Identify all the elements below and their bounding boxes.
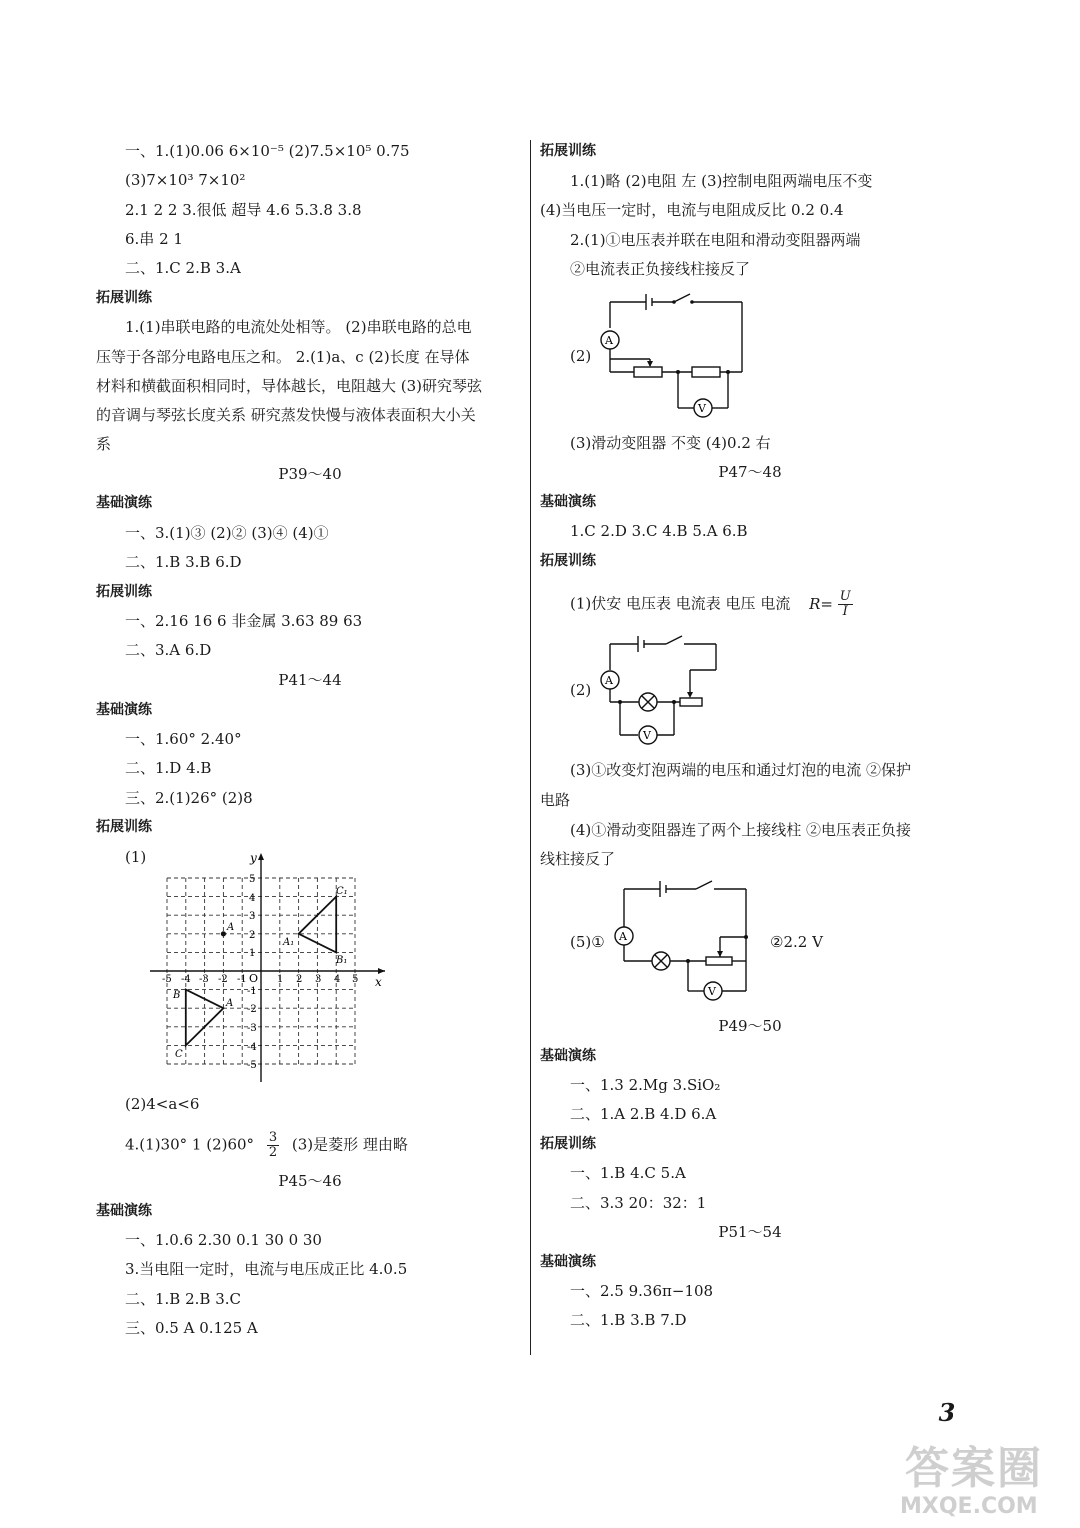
section-heading: 拓展训练	[540, 143, 596, 159]
y-tick: 1	[249, 948, 256, 959]
fraction-numerator: U	[839, 589, 851, 604]
answer-line: 6.串 2 1	[125, 230, 183, 248]
x-tick: 2	[296, 974, 303, 985]
y-tick: -1	[247, 986, 257, 997]
page-number: 3	[938, 1398, 956, 1427]
point-label: A	[226, 998, 234, 1009]
answer-line: (2)	[570, 681, 592, 699]
coordinate-graph	[145, 850, 395, 1085]
answer-text: (3)是菱形 理由略	[291, 1135, 408, 1154]
fraction-denominator: 2	[268, 1145, 278, 1160]
page-range: P47～48	[718, 463, 782, 481]
answer-line: 二、1.C 2.B 3.A	[125, 259, 241, 277]
ammeter-label: A	[605, 674, 613, 687]
sliding-rheostat	[706, 957, 732, 965]
sliding-rheostat	[634, 367, 662, 377]
fraction	[838, 590, 853, 619]
answer-line: 系	[96, 435, 112, 453]
answer-line: 二、3.A 6.D	[125, 641, 212, 659]
answer-line: (4)当电压一定时，电流与电阻成反比 0.2 0.4	[540, 201, 844, 219]
x-tick: -5	[162, 974, 172, 985]
answer-line: 二、3.3 20：32：1	[570, 1194, 707, 1212]
answer-line: 电路	[540, 791, 571, 809]
section-heading: 基础演练	[540, 1048, 596, 1064]
y-tick: -2	[247, 1004, 257, 1015]
answer-line: 一、1.3 2.Mg 3.SiO₂	[570, 1076, 721, 1094]
y-tick: -4	[247, 1042, 257, 1053]
answer-line: 一、1.60° 2.40°	[125, 730, 242, 748]
y-tick: 4	[249, 893, 256, 904]
point-label: C₁	[336, 886, 348, 897]
section-heading: 基础演练	[96, 495, 152, 511]
formula-label: R=	[809, 594, 833, 613]
point-label: B	[173, 990, 181, 1001]
y-tick: 2	[249, 930, 256, 941]
answer-line: ②电流表正负接线柱接反了	[570, 260, 751, 278]
answer-line: 一、2.16 16 6 非金属 3.63 89 63	[125, 612, 363, 630]
answer-line: (2)	[570, 347, 592, 365]
answer-line: 二、1.D 4.B	[125, 759, 212, 777]
answer-line: (3)滑动变阻器 不变 (4)0.2 右	[570, 434, 771, 452]
column-divider	[530, 140, 531, 1355]
y-tick: -5	[247, 1060, 257, 1071]
point-label: B₁	[336, 955, 348, 966]
point-a	[221, 931, 226, 936]
x-axis-label: x	[375, 975, 382, 989]
answer-line: (3)7×10³ 7×10²	[125, 171, 246, 189]
answer-line: 一、3.(1)③ (2)② (3)④ (4)①	[125, 524, 329, 542]
watermark-url: MXQE.COM	[900, 1494, 1038, 1519]
x-tick: -2	[218, 974, 228, 985]
x-tick: -3	[199, 974, 209, 985]
section-heading: 基础演练	[540, 494, 596, 510]
page-range: P39～40	[278, 465, 342, 483]
circuit-diagram	[598, 288, 748, 418]
answer-line: (4)①滑动变阻器连了两个上接线柱 ②电压表正负接	[570, 821, 912, 839]
circuit-diagram	[598, 630, 728, 755]
y-tick: 5	[249, 874, 256, 885]
voltmeter-label: V	[708, 985, 716, 998]
x-tick: -4	[181, 974, 191, 985]
answer-line: 一、1.0.6 2.30 0.1 30 0 30	[125, 1231, 322, 1249]
answer-text: 4.(1)30° 1 (2)60°	[125, 1135, 255, 1154]
answer-line: 二、1.B 3.B 6.D	[125, 553, 242, 571]
section-heading: 拓展训练	[540, 553, 596, 569]
page-range: P45～46	[278, 1172, 342, 1190]
answer-line: 2.1 2 2 3.很低 超导 4.6 5.3.8 3.8	[125, 201, 362, 219]
page-range: P41～44	[278, 671, 342, 689]
origin-label: O	[249, 972, 259, 985]
watermark-title: 答案圈	[905, 1443, 1043, 1494]
y-tick: -3	[247, 1023, 257, 1034]
x-tick: 4	[334, 974, 341, 985]
x-tick: 1	[277, 974, 284, 985]
point-label: A	[227, 922, 235, 933]
answer-line: 二、1.B 2.B 3.C	[125, 1290, 241, 1308]
answer-text: (1)伏安 电压表 电流表 电压 电流	[570, 594, 791, 613]
answer-line: 压等于各部分电路电压之和。 2.(1)a、c (2)长度 在导体	[96, 348, 470, 366]
point-label: C	[175, 1049, 183, 1060]
answer-line	[570, 590, 853, 619]
section-heading: 基础演练	[96, 702, 152, 718]
ammeter-label: A	[619, 930, 627, 943]
answer-line: (3)①改变灯泡两端的电压和通过灯泡的电流 ②保护	[570, 761, 912, 779]
y-axis-label: y	[250, 851, 257, 865]
fraction-numerator: 3	[268, 1130, 278, 1145]
answer-line: 1.C 2.D 3.C 4.B 5.A 6.B	[570, 522, 748, 540]
resistor	[692, 367, 720, 377]
voltmeter-label: V	[643, 729, 651, 742]
answer-line	[125, 1131, 408, 1160]
page-range: P51～54	[718, 1223, 782, 1241]
answer-line: 1.(1)略 (2)电阻 左 (3)控制电阻两端电压不变	[570, 172, 873, 190]
circuit-diagram	[612, 875, 757, 1005]
answer-line: 一、2.5 9.36π−108	[570, 1282, 714, 1300]
answer-line: 三、0.5 A 0.125 A	[125, 1319, 258, 1337]
section-heading: 基础演练	[540, 1254, 596, 1270]
answer-line: 2.(1)①电压表并联在电阻和滑动变阻器两端	[570, 231, 861, 249]
y-tick: 3	[249, 911, 256, 922]
x-tick: -1	[237, 974, 247, 985]
answer-line: 二、1.B 3.B 7.D	[570, 1311, 687, 1329]
section-heading: 拓展训练	[540, 1136, 596, 1152]
answer-line: (2)4<a<6	[125, 1095, 200, 1113]
section-heading: 拓展训练	[96, 290, 152, 306]
triangle-abc	[186, 990, 224, 1046]
section-heading: 拓展训练	[96, 819, 152, 835]
point-label: A₁	[283, 937, 295, 948]
fraction-denominator: I	[842, 604, 848, 619]
answer-line: 二、1.A 2.B 4.D 6.A	[570, 1105, 717, 1123]
answer-line: (1)	[125, 848, 147, 866]
answer-line: 线柱接反了	[540, 850, 616, 868]
ammeter-label: A	[605, 334, 613, 347]
sliding-rheostat	[680, 698, 702, 706]
answer-line: 一、1.B 4.C 5.A	[570, 1164, 686, 1182]
section-heading: 拓展训练	[96, 584, 152, 600]
answer-line: 的音调与琴弦长度关系 研究蒸发快慢与液体表面积大小关	[96, 406, 476, 424]
answer-line: (5)①	[570, 933, 605, 951]
answer-line: 3.当电阻一定时，电流与电压成正比 4.0.5	[125, 1260, 408, 1278]
answer-line: ②2.2 V	[770, 933, 823, 951]
fraction	[267, 1131, 279, 1160]
x-tick: 3	[315, 974, 322, 985]
page-range: P49～50	[718, 1017, 782, 1035]
triangle-a1b1c1	[299, 897, 337, 953]
x-tick: 5	[352, 974, 359, 985]
voltmeter-label: V	[698, 402, 706, 415]
answer-line: 材料和横截面积相同时，导体越长，电阻越大 (3)研究琴弦	[96, 377, 483, 395]
section-heading: 基础演练	[96, 1203, 152, 1219]
answer-line: 三、2.(1)26° (2)8	[125, 789, 253, 807]
answer-line: 1.(1)串联电路的电流处处相等。 (2)串联电路的总电	[125, 318, 472, 336]
answer-line: 一、1.(1)0.06 6×10⁻⁵ (2)7.5×10⁵ 0.75	[125, 142, 410, 160]
